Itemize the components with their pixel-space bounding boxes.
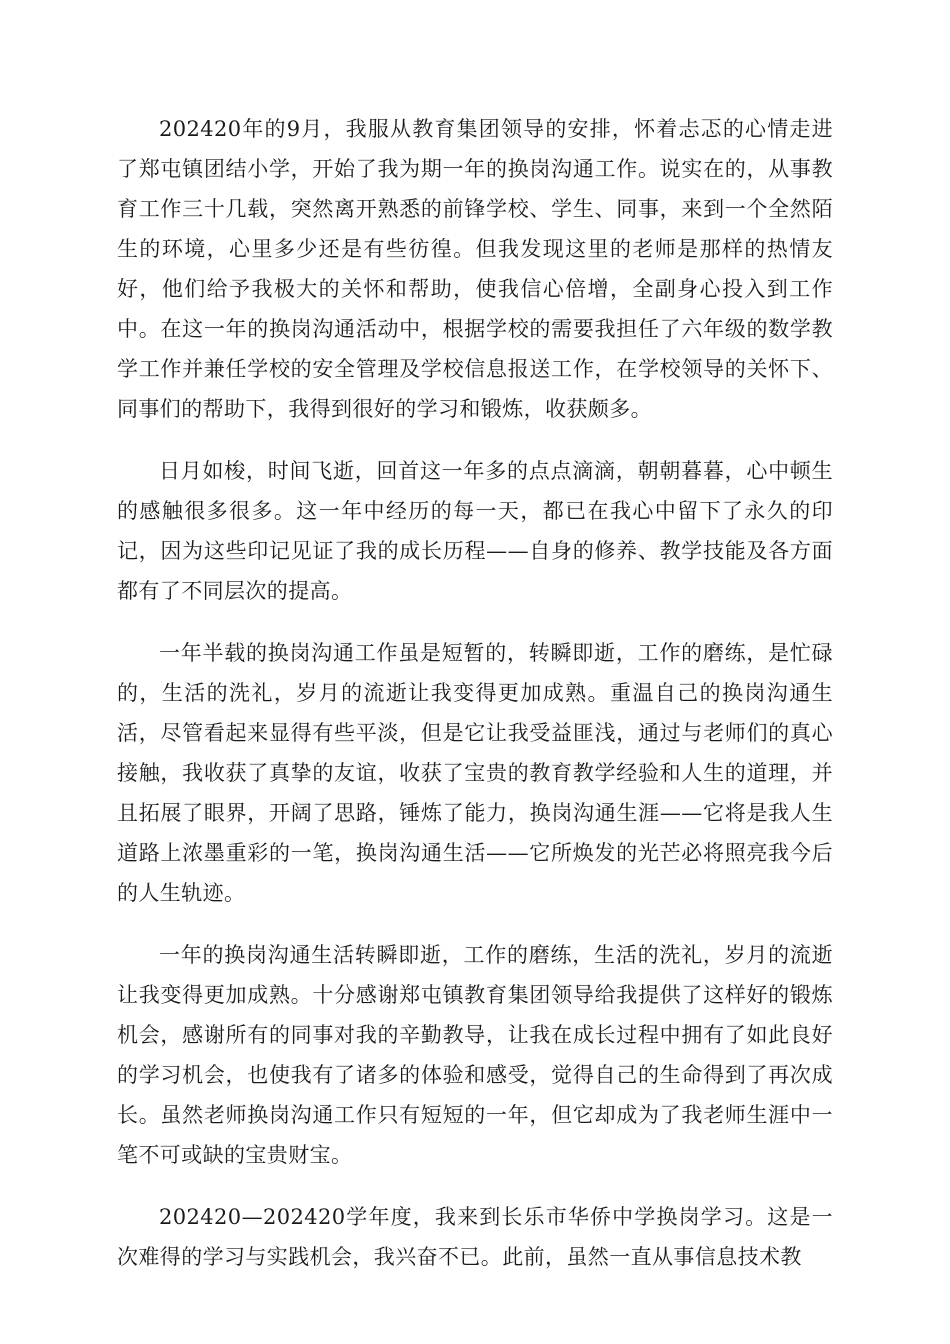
paragraph-3: 一年半载的换岗沟通工作虽是短暂的，转瞬即逝，工作的磨练，是忙碌的，生活的洗礼，岁月的流逝让我变得更加成熟。重温自己的换岗沟通生活，尽管看起来显得有些平淡，但是它让我受益匪浅，通过与老师们的真心接触，我收获了真挚的友谊，收获了宝贵的教育教学经验和人生的道理，并且拓展了眼界，开阔了思路，锤炼了能力，换岗沟通生涯——它将是我人生道路上浓墨重彩的一笔，换岗沟通生活——它所焕发的光芒必将照亮我今后的人生轨迹。 bbox=[117, 641, 833, 905]
paragraph-5: 202420—202420学年度，我来到长乐市华侨中学换岗学习。这是一次难得的学习与实践机会，我兴奋不已。此前，虽然一直从事信息技术教 bbox=[117, 1205, 833, 1269]
document-body bbox=[117, 109, 833, 1299]
paragraph-4: 一年的换岗沟通生活转瞬即逝，工作的磨练，生活的洗礼，岁月的流逝让我变得更加成熟。十分感谢郑屯镇教育集团领导给我提供了这样好的锻炼机会，感谢所有的同事对我的辛勤教导，让我在成长过程中拥有了如此良好的学习机会，也使我有了诸多的体验和感受，觉得自己的生命得到了再次成长。虽然老师换岗沟通工作只有短短的一年，但它却成为了我老师生涯中一笔不可或缺的宝贵财宝。 bbox=[117, 943, 833, 1167]
paragraph-2: 日月如梭，时间飞逝，回首这一年多的点点滴滴，朝朝暮暮，心中顿生的感触很多很多。这一年中经历的每一天，都已在我心中留下了永久的印记，因为这些印记见证了我的成长历程——自身的修养、教学技能及各方面都有了不同层次的提高。 bbox=[117, 459, 833, 603]
paragraph-1: 202420年的9月，我服从教育集团领导的安排，怀着忐忑的心情走进了郑屯镇团结小学，开始了我为期一年的换岗沟通工作。说实在的，从事教育工作三十几载，突然离开熟悉的前锋学校、学生、同事，来到一个全然陌生的环境，心里多少还是有些彷徨。但我发现这里的老师是那样的热情友好，他们给予我极大的关怀和帮助，使我信心倍增，全副身心投入到工作中。在这一年的换岗沟通活动中，根据学校的需要我担任了六年级的数学教学工作并兼任学校的安全管理及学校信息报送工作，在学校领导的关怀下、同事们的帮助下，我得到很好的学习和锻炼，收获颇多。 bbox=[117, 117, 833, 421]
